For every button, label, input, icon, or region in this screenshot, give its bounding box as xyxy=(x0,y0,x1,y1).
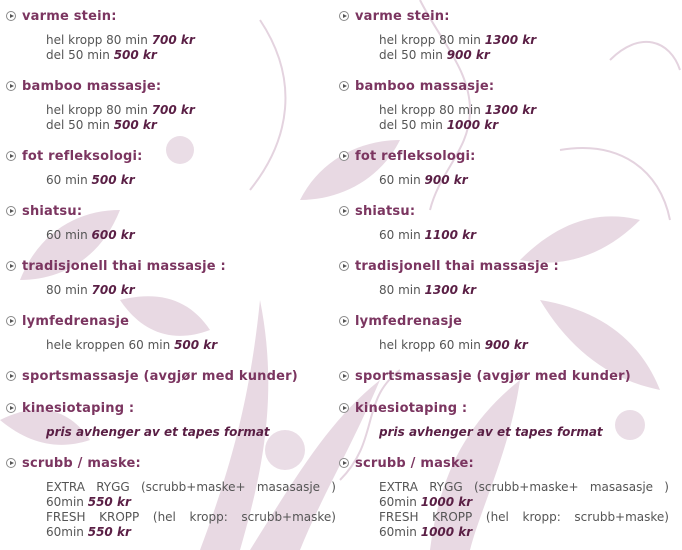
price-item xyxy=(6,455,339,539)
price-item xyxy=(339,400,672,439)
price-value: 900 kr xyxy=(484,338,528,352)
circle-arrow-icon xyxy=(6,81,16,91)
item-title: fot refleksologi: xyxy=(22,149,143,164)
price-item xyxy=(339,258,672,297)
circle-arrow-icon xyxy=(6,458,16,468)
item-details xyxy=(46,103,336,133)
price-item xyxy=(6,258,339,297)
item-details xyxy=(379,173,669,188)
item-details xyxy=(379,480,669,540)
price-item xyxy=(6,313,339,352)
circle-arrow-icon xyxy=(339,316,349,326)
price-value: 600 kr xyxy=(91,228,135,242)
price-item xyxy=(339,313,672,352)
price-value: 1000 kr xyxy=(446,118,499,132)
circle-arrow-icon xyxy=(6,371,16,381)
item-title: lymfedrenasje xyxy=(355,314,463,329)
item-title: kinesiotaping : xyxy=(355,401,468,416)
price-note: pris avhenger av et tapes format xyxy=(379,425,603,439)
circle-arrow-icon xyxy=(6,403,16,413)
price-value: 500 kr xyxy=(113,118,157,132)
circle-arrow-icon xyxy=(339,403,349,413)
duration-text: hel kropp 80 min xyxy=(46,103,148,117)
price-line xyxy=(379,283,669,298)
item-header[interactable] xyxy=(339,400,672,418)
item-header[interactable] xyxy=(339,258,672,276)
item-details xyxy=(46,283,336,298)
price-value: 500 kr xyxy=(174,338,218,352)
price-line xyxy=(46,173,336,188)
circle-arrow-icon xyxy=(339,371,349,381)
scrub-description: FRESH KROPP (hel kropp: scrubb+maske) xyxy=(46,510,336,524)
item-details xyxy=(379,425,669,440)
item-title: fot refleksologi: xyxy=(355,149,476,164)
price-value: 700 kr xyxy=(151,33,195,47)
item-title: scrubb / maske: xyxy=(22,456,141,471)
item-title: scrubb / maske: xyxy=(355,456,474,471)
item-header[interactable] xyxy=(339,8,672,26)
item-header[interactable] xyxy=(6,313,339,331)
price-line xyxy=(46,33,336,48)
duration-text: hel kropp 80 min xyxy=(379,103,481,117)
price-value: 700 kr xyxy=(91,283,135,297)
item-title: tradisjonell thai massasje : xyxy=(355,259,559,274)
price-line xyxy=(46,103,336,118)
price-line xyxy=(379,118,669,133)
duration-text: 60min xyxy=(46,495,84,509)
item-header[interactable] xyxy=(6,78,339,96)
item-header[interactable] xyxy=(339,148,672,166)
item-title: varme stein: xyxy=(355,9,450,24)
circle-arrow-icon xyxy=(339,151,349,161)
duration-text: 60 min xyxy=(379,173,421,187)
price-line xyxy=(379,495,669,510)
duration-text: hel kropp 80 min xyxy=(379,33,481,47)
item-title: shiatsu: xyxy=(22,204,83,219)
duration-text: 80 min xyxy=(379,283,421,297)
duration-text: 60min xyxy=(379,495,417,509)
duration-text: del 50 min xyxy=(379,118,443,132)
price-value: 700 kr xyxy=(151,103,195,117)
price-item xyxy=(339,78,672,132)
price-item xyxy=(6,148,339,187)
item-title: sportsmassasje (avgjør med kunder) xyxy=(22,369,298,384)
price-value: 900 kr xyxy=(446,48,490,62)
price-item xyxy=(6,8,339,62)
item-header[interactable] xyxy=(339,313,672,331)
item-details xyxy=(46,425,336,440)
price-line xyxy=(46,283,336,298)
price-line xyxy=(379,48,669,63)
duration-text: del 50 min xyxy=(46,118,110,132)
duration-text: 60min xyxy=(46,525,84,539)
price-value: 1300 kr xyxy=(484,33,537,47)
price-line xyxy=(46,48,336,63)
price-value: 1100 kr xyxy=(424,228,477,242)
circle-arrow-icon xyxy=(339,11,349,21)
price-item xyxy=(6,78,339,132)
item-title: bamboo massasje: xyxy=(355,79,495,94)
price-item xyxy=(6,368,339,386)
item-header[interactable] xyxy=(339,78,672,96)
scrub-description: FRESH KROPP (hel kropp: scrubb+maske) xyxy=(379,510,669,524)
duration-text: 60 min xyxy=(379,228,421,242)
item-details xyxy=(379,103,669,133)
item-title: varme stein: xyxy=(22,9,117,24)
item-details xyxy=(379,283,669,298)
price-line xyxy=(379,525,669,540)
price-value: 1300 kr xyxy=(424,283,477,297)
price-line xyxy=(379,173,669,188)
item-title: sportsmassasje (avgjør med kunder) xyxy=(355,369,631,384)
price-value: 1000 kr xyxy=(420,495,473,509)
item-header[interactable] xyxy=(6,258,339,276)
item-details xyxy=(46,480,336,540)
circle-arrow-icon xyxy=(6,261,16,271)
item-header[interactable] xyxy=(6,455,339,473)
price-line xyxy=(46,338,336,353)
item-header[interactable] xyxy=(6,400,339,418)
price-line xyxy=(46,118,336,133)
item-header[interactable] xyxy=(339,203,672,221)
price-item xyxy=(339,203,672,242)
duration-text: del 50 min xyxy=(379,48,443,62)
item-title: lymfedrenasje xyxy=(22,314,130,329)
duration-text: 80 min xyxy=(46,283,88,297)
item-header[interactable] xyxy=(6,148,339,166)
price-line xyxy=(46,525,336,540)
circle-arrow-icon xyxy=(339,261,349,271)
price-line xyxy=(379,33,669,48)
price-value: 550 kr xyxy=(87,525,131,539)
price-value: 500 kr xyxy=(113,48,157,62)
circle-arrow-icon xyxy=(339,81,349,91)
price-value: 1000 kr xyxy=(420,525,473,539)
price-value: 500 kr xyxy=(91,173,135,187)
price-item xyxy=(339,368,672,386)
price-value: 1300 kr xyxy=(484,103,537,117)
duration-text: 60min xyxy=(379,525,417,539)
price-value: 900 kr xyxy=(424,173,468,187)
price-note: pris avhenger av et tapes format xyxy=(46,425,270,439)
price-item xyxy=(339,148,672,187)
item-header[interactable] xyxy=(6,8,339,26)
scrub-description: EXTRA RYGG (scrubb+maske+ masasasje ) xyxy=(379,480,669,494)
circle-arrow-icon xyxy=(6,11,16,21)
circle-arrow-icon xyxy=(339,206,349,216)
price-item xyxy=(339,8,672,62)
price-line xyxy=(379,103,669,118)
item-details xyxy=(46,228,336,243)
item-header[interactable] xyxy=(6,203,339,221)
item-details xyxy=(379,338,669,353)
item-header[interactable] xyxy=(6,368,339,386)
item-details xyxy=(46,173,336,188)
duration-text: 60 min xyxy=(46,228,88,242)
item-header[interactable] xyxy=(339,368,672,386)
duration-text: 60 min xyxy=(46,173,88,187)
price-item xyxy=(6,203,339,242)
price-item xyxy=(339,455,672,539)
price-line xyxy=(46,495,336,510)
item-title: tradisjonell thai massasje : xyxy=(22,259,226,274)
price-item xyxy=(6,400,339,439)
item-title: bamboo massasje: xyxy=(22,79,162,94)
circle-arrow-icon xyxy=(6,206,16,216)
item-details xyxy=(46,338,336,353)
duration-text: del 50 min xyxy=(46,48,110,62)
price-line xyxy=(379,228,669,243)
price-line xyxy=(46,228,336,243)
circle-arrow-icon xyxy=(339,458,349,468)
duration-text: hel kropp 80 min xyxy=(46,33,148,47)
circle-arrow-icon xyxy=(6,316,16,326)
circle-arrow-icon xyxy=(6,151,16,161)
price-value: 550 kr xyxy=(87,495,131,509)
item-details xyxy=(46,33,336,63)
item-details xyxy=(379,228,669,243)
duration-text: hel kropp 60 min xyxy=(379,338,481,352)
item-details xyxy=(379,33,669,63)
scrub-description: EXTRA RYGG (scrubb+maske+ masasasje ) xyxy=(46,480,336,494)
duration-text: hele kroppen 60 min xyxy=(46,338,171,352)
item-title: kinesiotaping : xyxy=(22,401,135,416)
item-title: shiatsu: xyxy=(355,204,416,219)
item-header[interactable] xyxy=(339,455,672,473)
price-line xyxy=(379,338,669,353)
